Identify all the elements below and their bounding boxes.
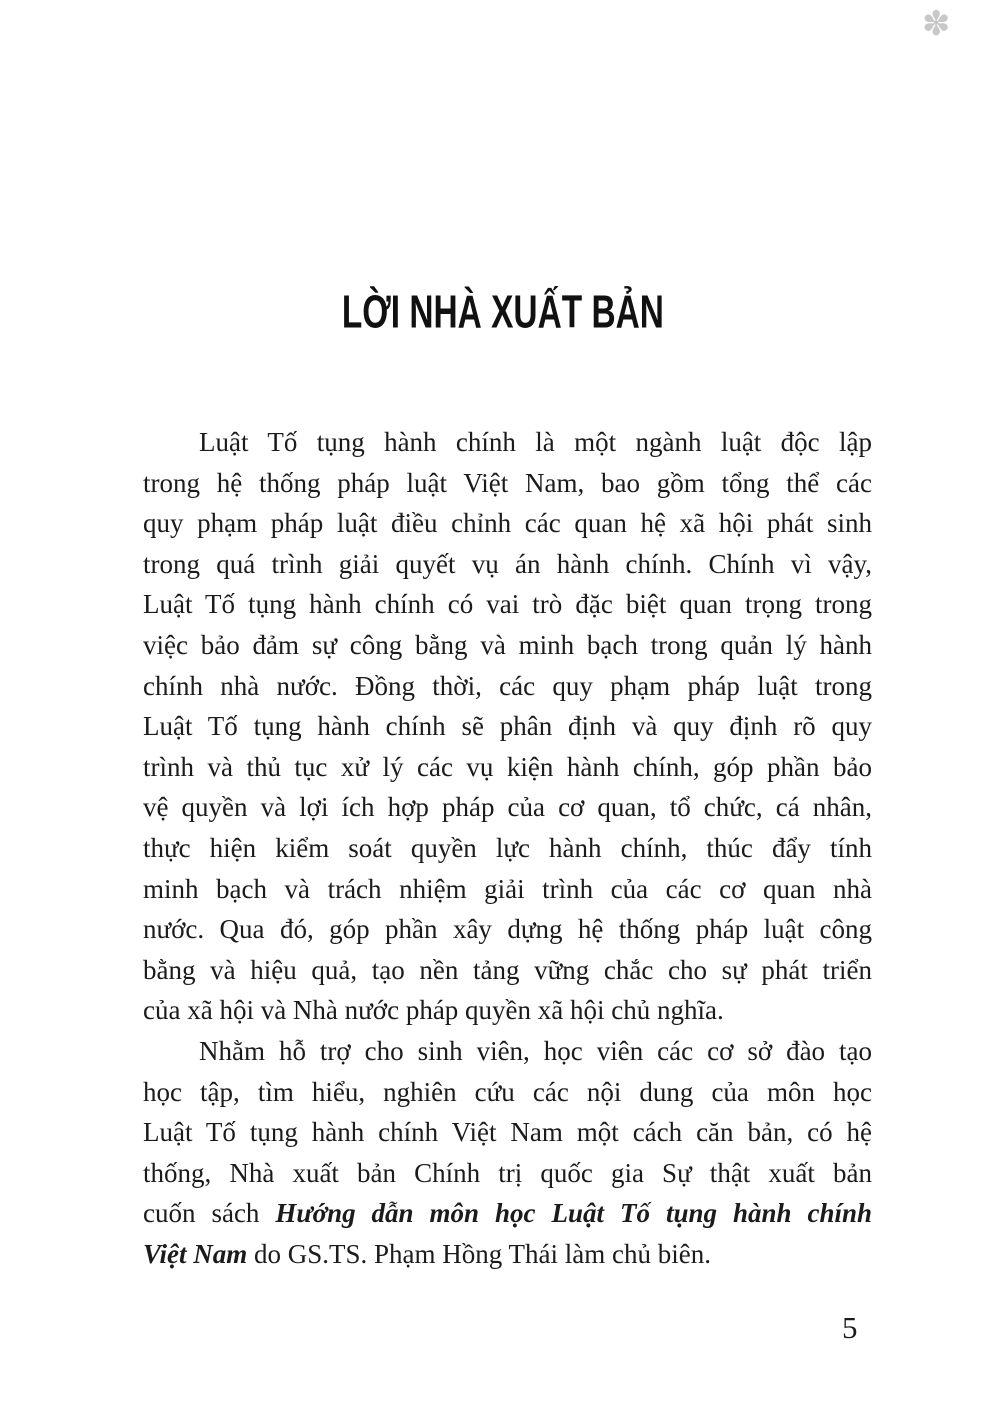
- text-line: [143, 828, 872, 869]
- text-line: [143, 706, 872, 747]
- text-line: [143, 1153, 872, 1194]
- text-line: [143, 950, 872, 991]
- text-segment: do GS.TS. Phạm Hồng Thái làm chủ biên.: [247, 1238, 711, 1269]
- text-line: [143, 463, 872, 504]
- text-line: [143, 422, 872, 463]
- text-segment: trong quá trình giải quyết vụ án hành chính. Chính vì vậy,: [143, 548, 872, 579]
- text-segment: thực hiện kiểm soát quyền lực hành chính, thúc đẩy tính: [143, 832, 872, 863]
- flower-icon: ✽: [922, 4, 951, 44]
- page-title: [130, 288, 875, 338]
- text-line: [143, 544, 872, 585]
- text-line: [143, 584, 872, 625]
- text-line: [143, 503, 872, 544]
- text-segment: vệ quyền và lợi ích hợp pháp của cơ quan, tổ chức, cá nhân,: [143, 792, 872, 823]
- text-segment: thống, Nhà xuất bản Chính trị quốc gia Sự thật xuất bản: [143, 1157, 872, 1188]
- book-title-emphasis: Hướng dẫn môn học Luật Tố tụng hành chính: [275, 1198, 872, 1229]
- text-segment: Luật Tố tụng hành chính Việt Nam một cách căn bản, có hệ: [143, 1117, 872, 1148]
- text-line: [143, 909, 872, 950]
- text-segment: nước. Qua đó, góp phần xây dựng hệ thống pháp luật công: [143, 914, 872, 945]
- text-line: [143, 1112, 872, 1153]
- body-text: [143, 422, 872, 1274]
- text-line: [143, 1193, 872, 1234]
- text-segment: học tập, tìm hiểu, nghiên cứu các nội dung của môn học: [143, 1076, 872, 1107]
- text-segment: quy phạm pháp luật điều chỉnh các quan hệ xã hội phát sinh: [143, 508, 872, 539]
- paragraph: [143, 1031, 872, 1275]
- text-segment: Luật Tố tụng hành chính sẽ phân định và quy định rõ quy: [143, 711, 872, 742]
- text-segment: trong hệ thống pháp luật Việt Nam, bao gồm tổng thể các: [143, 467, 872, 498]
- text-segment: của xã hội và Nhà nước pháp quyền xã hội chủ nghĩa.: [143, 995, 724, 1026]
- text-segment: minh bạch và trách nhiệm giải trình của các cơ quan nhà: [143, 873, 872, 904]
- text-segment: Luật Tố tụng hành chính có vai trò đặc biệt quan trọng trong: [143, 589, 872, 620]
- page-title-text: LỜI NHÀ XUẤT BẢN: [341, 286, 664, 339]
- text-segment: cuốn sách: [143, 1198, 276, 1229]
- text-line: [143, 787, 872, 828]
- text-segment: việc bảo đảm sự công bằng và minh bạch trong quản lý hành: [143, 629, 872, 660]
- text-line: [143, 1031, 872, 1072]
- text-line: [143, 1072, 872, 1113]
- page-number: 5: [842, 1310, 858, 1345]
- text-line: [143, 625, 872, 666]
- text-line: [143, 990, 872, 1031]
- text-line: [143, 1234, 872, 1275]
- text-segment: Nhằm hỗ trợ cho sinh viên, học viên các cơ sở đào tạo: [199, 1035, 872, 1066]
- text-segment: trình và thủ tục xử lý các vụ kiện hành chính, góp phần bảo: [143, 751, 872, 782]
- text-line: [143, 666, 872, 707]
- paragraph: [143, 422, 872, 1031]
- text-segment: chính nhà nước. Đồng thời, các quy phạm pháp luật trong: [143, 670, 872, 701]
- text-segment: bằng và hiệu quả, tạo nền tảng vững chắc cho sự phát triển: [143, 954, 872, 985]
- text-line: [143, 869, 872, 910]
- text-line: [143, 747, 872, 788]
- text-segment: Luật Tố tụng hành chính là một ngành luật độc lập: [199, 427, 872, 457]
- book-title-emphasis: Việt Nam: [143, 1238, 248, 1269]
